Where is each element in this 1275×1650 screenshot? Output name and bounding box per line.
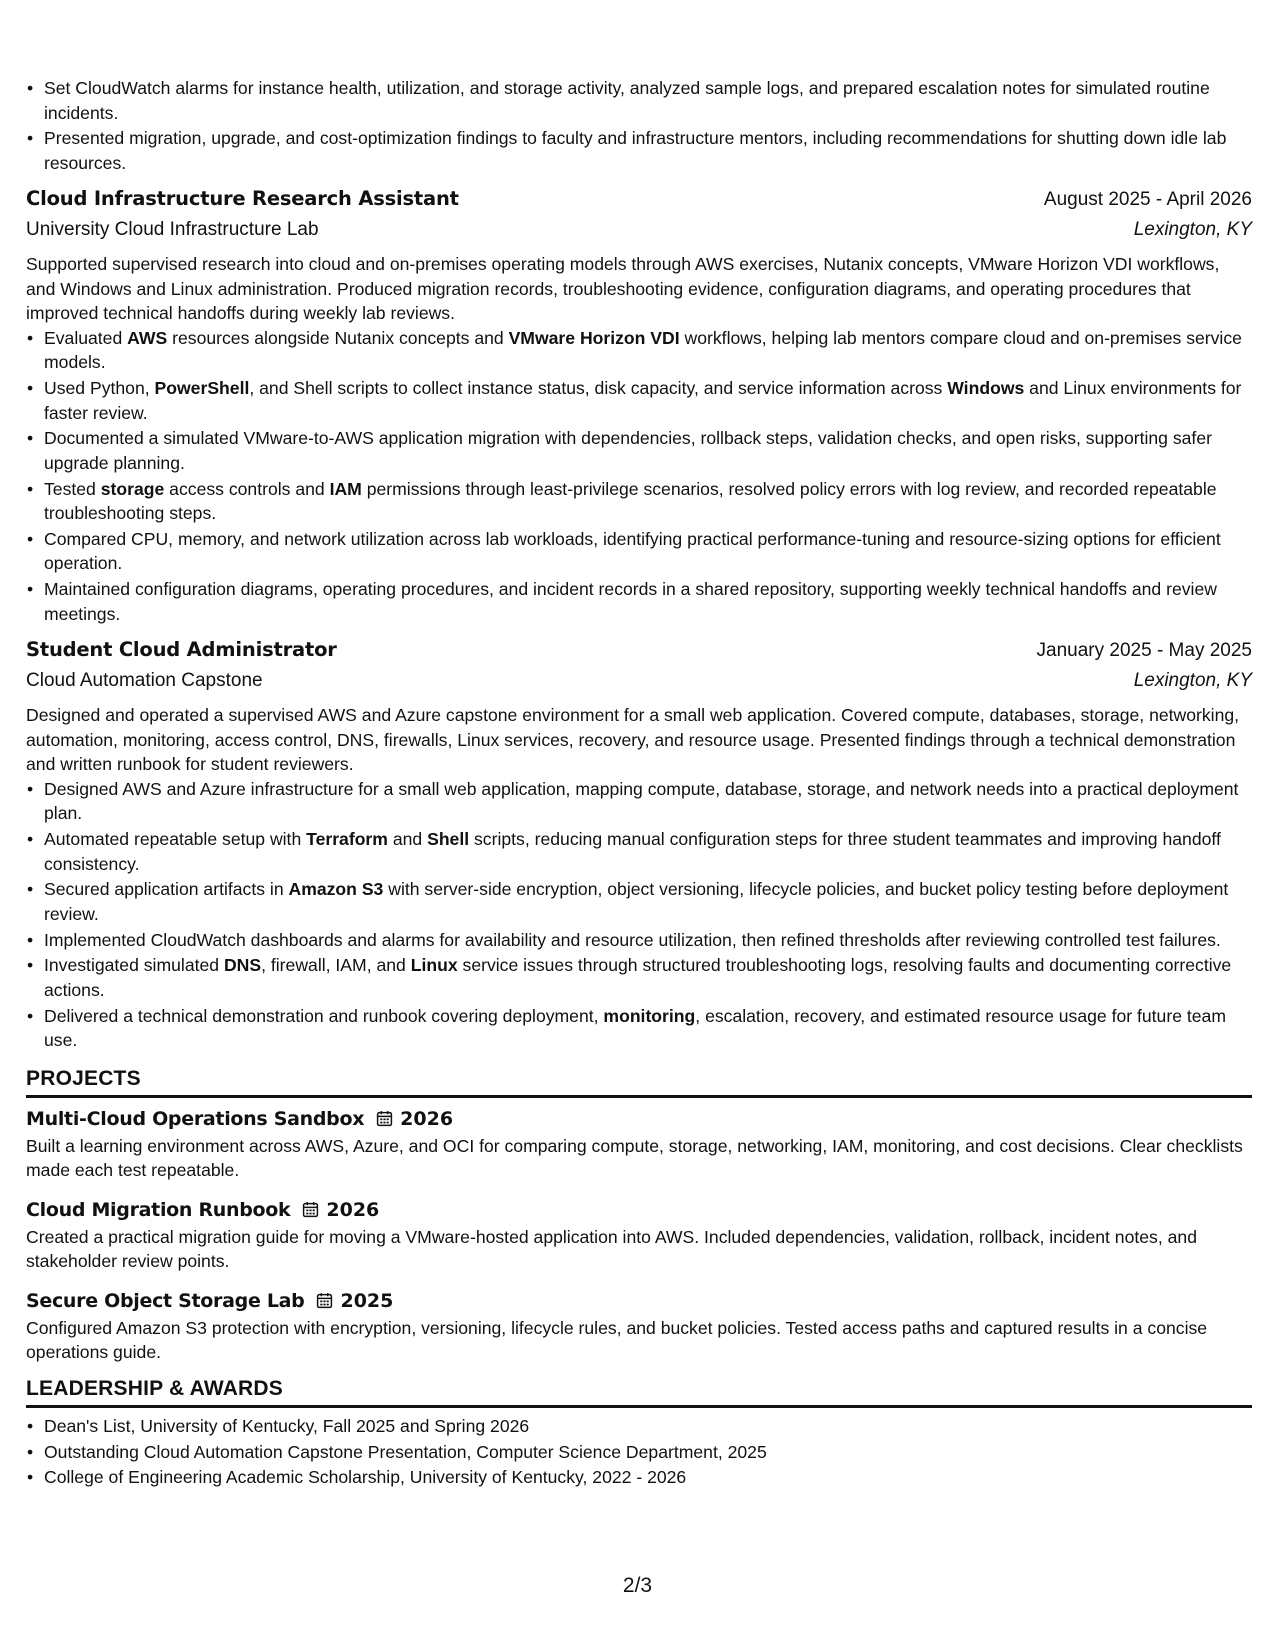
bullet-item: • Investigated simulated DNS, firewall, IAM, and Linux service issues through structured troubleshooting logs, resolving faults and documenting corrective actions. [26,953,1252,1002]
project-year: 2026 [400,1107,454,1130]
section-title-projects: PROJECTS [26,1067,1252,1098]
job-organization: Cloud Automation Capstone [26,670,263,692]
bullet-item: • Compared CPU, memory, and network utilization across lab workloads, identifying practical performance-tuning and resource-sizing options for efficient operation. [26,527,1252,576]
job-dates: January 2025 - May 2025 [1036,640,1252,662]
project-description: Configured Amazon S3 protection with encryption, versioning, lifecycle rules, and bucket policies. Tested access paths and captured results in a concise operations guide. [26,1317,1208,1363]
project-entry [26,1286,1252,1365]
bullet-item: • Set CloudWatch alarms for instance health, utilization, and storage activity, analyzed sample logs, and prepared escalation notes for simulated routine incidents. [26,76,1252,125]
calendar-icon [376,1110,393,1127]
job-summary: Designed and operated a supervised AWS and Azure capstone environment for a small web application. Covered compute, databases, storage, networking, automation, monitoring, access control, DNS, firewalls, Linux services, recovery, and resource usage. Presented findings through a technical demonstration and written runbook for student reviewers. [26,705,1240,775]
bullet-item: • Automated repeatable setup with Terraform and Shell scripts, reducing manual configuration steps for three student teammates and improving handoff consistency. [26,827,1252,876]
job-location: Lexington, KY [1133,670,1252,692]
job-entry-research-assistant [26,187,1252,626]
job-summary: Supported supervised research into cloud and on-premises operating models through AWS exercises, Nutanix concepts, VMware Horizon VDI workflows, and Windows and Linux administration. Produced migration records, troubleshooting evidence, configuration diagrams, and operating procedures that improved technical handoffs during weekly lab reviews. [26,254,1220,324]
award-item: • Outstanding Cloud Automation Capstone Presentation, Computer Science Department, 2025 [26,1440,1252,1465]
job-location: Lexington, KY [1133,219,1252,241]
job-bullet-list [26,326,1252,626]
job-entry-student-cloud-administrator [26,638,1252,1052]
job-organization: University Cloud Infrastructure Lab [26,219,319,241]
continued-bullet-list [26,76,1252,175]
job-bullet-list [26,777,1252,1053]
bullet-item: • Evaluated AWS resources alongside Nutanix concepts and VMware Horizon VDI workflows, helping lab mentors compare cloud and on-premises service models. [26,326,1252,375]
job-title: Student Cloud Administrator [26,638,337,662]
project-name: Multi-Cloud Operations Sandbox [26,1107,365,1130]
job-title: Cloud Infrastructure Research Assistant [26,187,459,211]
calendar-icon [302,1201,319,1218]
project-entry [26,1104,1252,1183]
project-description: Built a learning environment across AWS, Azure, and OCI for comparing compute, storage, networking, IAM, monitoring, and cost decisions. Clear checklists made each test repeatable. [26,1135,1243,1181]
award-item: • College of Engineering Academic Scholarship, University of Kentucky, 2022 - 2026 [26,1465,1252,1490]
bullet-item: • Designed AWS and Azure infrastructure for a small web application, mapping compute, database, storage, and network needs into a practical deployment plan. [26,777,1252,826]
bullet-item: • Used Python, PowerShell, and Shell scripts to collect instance status, disk capacity, and service information across Windows and Linux environments for faster review. [26,376,1252,425]
bullet-item: • Documented a simulated VMware-to-AWS application migration with dependencies, rollback steps, validation checks, and open risks, supporting safer upgrade planning. [26,426,1252,475]
project-name: Cloud Migration Runbook [26,1198,291,1221]
bullet-item: • Maintained configuration diagrams, operating procedures, and incident records in a shared repository, supporting weekly technical handoffs and review meetings. [26,577,1252,626]
page-number: 2/3 [622,1574,653,1597]
project-description: Created a practical migration guide for moving a VMware-hosted application into AWS. Included dependencies, validation, rollback, incident notes, and stakeholder review points. [26,1226,1197,1272]
job-dates: August 2025 - April 2026 [1043,189,1252,211]
bullet-item: • Implemented CloudWatch dashboards and alarms for availability and resource utilization, then refined thresholds after reviewing controlled test failures. [26,928,1252,953]
project-year: 2026 [326,1198,380,1221]
bullet-item: • Tested storage access controls and IAM permissions through least-privilege scenarios, resolved policy errors with log review, and recorded repeatable troubleshooting steps. [26,477,1252,526]
section-title-leadership: LEADERSHIP & AWARDS [26,1377,1252,1408]
resume-page [26,76,1252,1491]
award-item: • Dean's List, University of Kentucky, Fall 2025 and Spring 2026 [26,1414,1252,1439]
bullet-item: • Secured application artifacts in Amazon S3 with server-side encryption, object versioning, lifecycle policies, and bucket policy testing before deployment review. [26,877,1252,926]
bullet-item: • Presented migration, upgrade, and cost-optimization findings to faculty and infrastructure mentors, including recommendations for shutting down idle lab resources. [26,126,1252,175]
calendar-icon [316,1292,333,1309]
project-year: 2025 [340,1289,394,1312]
bullet-item: • Delivered a technical demonstration and runbook covering deployment, monitoring, escalation, recovery, and estimated resource usage for future team use. [26,1004,1252,1053]
awards-list [26,1414,1252,1490]
project-entry [26,1195,1252,1274]
project-name: Secure Object Storage Lab [26,1289,305,1312]
